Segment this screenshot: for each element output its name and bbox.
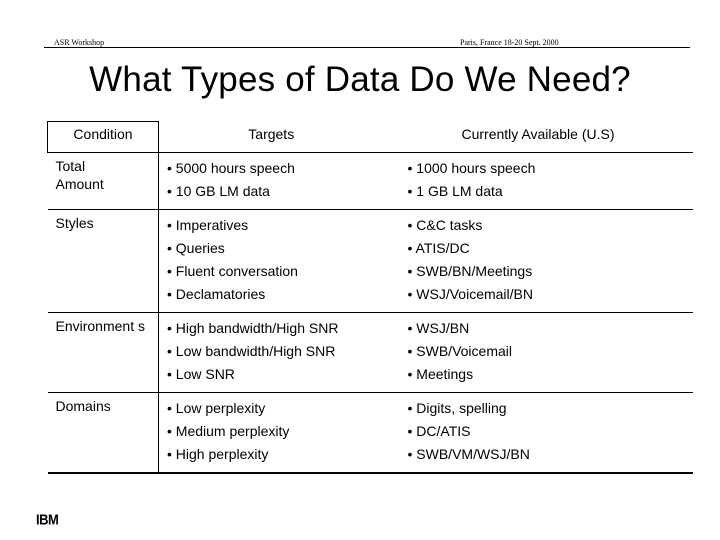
list-item: • Digits, spelling: [407, 400, 507, 416]
table-row: [48, 313, 693, 393]
table-row: [48, 153, 693, 210]
targets-cell: [159, 393, 384, 474]
row-label: [48, 393, 159, 474]
column-header-targets: Targets: [159, 122, 384, 153]
list-item: • Queries: [167, 240, 225, 256]
header-event: ASR Workshop: [54, 38, 105, 47]
column-header-condition: Condition: [48, 122, 159, 153]
list-item: • High bandwidth/High SNR: [167, 320, 339, 336]
list-item: • Low perplexity: [167, 400, 266, 416]
list-item: • 1 GB LM data: [407, 183, 503, 199]
table-row: [48, 393, 693, 474]
targets-cell: [159, 313, 384, 393]
row-label-text: Domains: [55, 398, 111, 414]
list-item: • Meetings: [407, 366, 474, 382]
list-item: • C&C tasks: [407, 217, 483, 233]
list-item: • 5000 hours speech: [167, 160, 295, 176]
list-item: • 10 GB LM data: [167, 183, 270, 199]
row-label-text: Environment s: [55, 318, 145, 334]
available-cell: [384, 153, 693, 210]
targets-cell: [159, 153, 384, 210]
list-item: • WSJ/Voicemail/BN: [407, 286, 533, 302]
slide-title: What Types of Data Do We Need?: [89, 60, 631, 99]
list-item: • SWB/BN/Meetings: [407, 263, 533, 279]
available-cell: [384, 313, 693, 393]
header-rule: [44, 47, 690, 48]
column-header-available: Currently Available (U.S): [384, 122, 693, 153]
list-item: • Low bandwidth/High SNR: [167, 343, 336, 359]
list-item: • Declamatories: [167, 286, 266, 302]
available-cell: [384, 393, 693, 474]
header-location-date: Paris, France 18-20 Sept. 2000: [460, 38, 559, 47]
list-item: • Medium perplexity: [167, 423, 290, 439]
row-label-text: Total Amount: [55, 158, 104, 192]
table-header-row: [48, 122, 693, 153]
list-item: • Imperatives: [167, 217, 249, 233]
row-label: [48, 313, 159, 393]
targets-cell: [159, 210, 384, 313]
list-item: • Low SNR: [167, 366, 235, 382]
list-item: • SWB/VM/WSJ/BN: [407, 446, 530, 462]
data-table: [47, 121, 693, 474]
list-item: • Fluent conversation: [167, 263, 298, 279]
list-item: • ATIS/DC: [407, 240, 470, 256]
available-cell: [384, 210, 693, 313]
list-item: • High perplexity: [167, 446, 269, 462]
list-item: • 1000 hours speech: [407, 160, 536, 176]
list-item: • DC/ATIS: [407, 423, 471, 439]
row-label: [48, 153, 159, 210]
list-item: • SWB/Voicemail: [407, 343, 512, 359]
row-label-text: Styles: [55, 215, 94, 231]
table-row: [48, 210, 693, 313]
row-label: [48, 210, 159, 313]
ibm-logo: IBM: [36, 511, 59, 528]
list-item: • WSJ/BN: [407, 320, 470, 336]
